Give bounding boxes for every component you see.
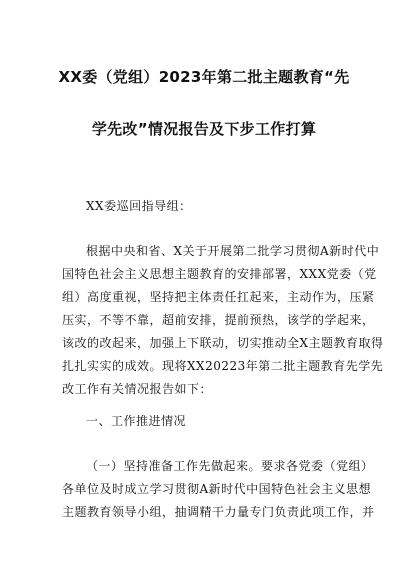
section-heading: 一、工作推进情况	[86, 414, 187, 428]
paragraph2-line-1: （一）坚持准备工作先做起来。要求各党委（党组）	[86, 459, 374, 473]
salutation: XX委巡回指导组：	[86, 199, 192, 213]
paragraph1-line-7: 改工作有关情况报告如下：	[62, 382, 213, 396]
paragraph1-line-2: 国特色社会主义思想主题教育的安排部署，XXX党委（党	[62, 267, 377, 281]
paragraph2-line-3: 主题教育领导小组，抽调精干力量专门负责此项工作，并	[62, 505, 375, 519]
document-title-line-2: 学先改”情况报告及下步工作打算	[91, 120, 317, 138]
paragraph1-line-6: 扎扎实实的成效。现将XX20223年第二批主题教育先学先	[62, 359, 384, 373]
paragraph1-line-3: 组）高度重视，坚持把主体责任扛起来，主动作为，压紧	[62, 290, 375, 304]
paragraph2-line-2: 各单位及时成立学习贯彻A新时代中国特色社会主义思想	[62, 482, 372, 496]
paragraph1-line-5: 该改的改起来，加强上下联动，切实推动全X主题教育取得	[62, 336, 384, 350]
paragraph1-line-1: 根据中央和省、X关于开展第二批学习贯彻A新时代中	[86, 244, 380, 258]
paragraph1-line-4: 压实，不等不靠，超前安排，提前预热，该学的学起来，	[62, 313, 375, 327]
document-title-line-1: XX委（党组）2023年第二批主题教育“先	[58, 68, 350, 86]
